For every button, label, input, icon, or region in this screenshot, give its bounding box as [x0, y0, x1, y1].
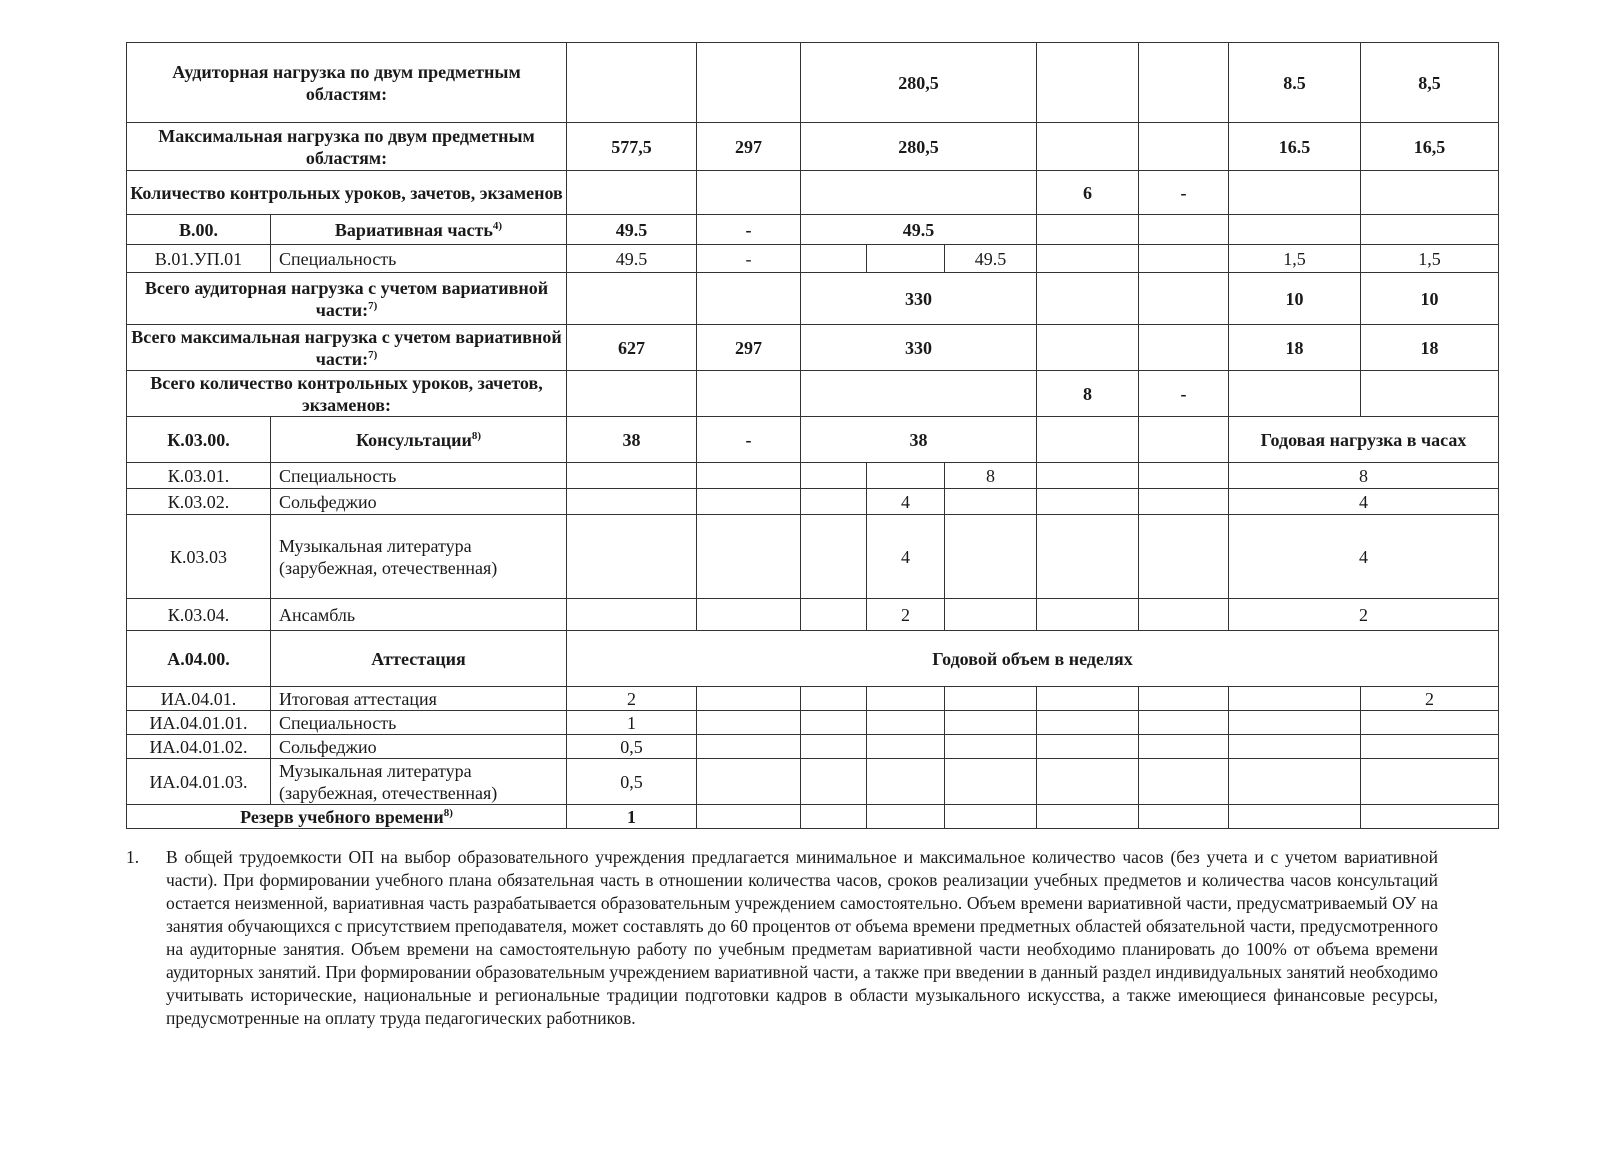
- cell-value: 8: [1229, 463, 1499, 489]
- weeks-header: Годовой объем в неделях: [567, 631, 1499, 687]
- row-label: Консультации$^{8)}$: [271, 417, 567, 463]
- cell-value: -: [697, 245, 801, 273]
- table-row: [127, 325, 1499, 371]
- footnote-number: 1.: [126, 847, 140, 867]
- table-row: [127, 43, 1499, 123]
- cell-value: 10: [1229, 273, 1361, 325]
- footnote-text: В общей трудоемкости ОП на выбор образовательного учреждения предлагается минимальное и максимальное количество часов (без учета и с учетом вариативной части). При формировании учебного плана обязательная часть в отношении количества часов, сроков реализации учебных предметов и количества часов консультаций остается неизменной, вариативная часть разрабатывается образовательным учреждением самостоятельно. Объем времени вариативной части, предусматриваемый ОУ на занятия обучающихся с присутствием преподавателя, может составлять до 60 процентов от объема времени предметных областей обязательной части, предусмотренного на аудиторные занятия. Объем времени на самостоятельную работу по учебным предметам вариативной части необходимо планировать до 100% от объема времени аудиторных занятий. При формировании образовательным учреждением вариативной части, а также при введении в данный раздел индивидуальных занятий необходимо учитывать исторические, национальные и региональные традиции подготовки кадров в области музыкального искусства, а также имеющиеся финансовые ресурсы, предусмотренные на оплату труда педагогических работников.: [166, 847, 1438, 1028]
- cell-value: 38: [567, 417, 697, 463]
- table-row: [127, 687, 1499, 711]
- cell-value: 2: [567, 687, 697, 711]
- row-code: В.01.УП.01: [127, 245, 271, 273]
- row-label: Сольфеджио: [271, 489, 567, 515]
- cell-value: 0,5: [567, 759, 697, 805]
- cell-value: 280,5: [801, 123, 1037, 171]
- cell-value: 1: [567, 805, 697, 829]
- cell-value: 2: [867, 599, 945, 631]
- row-code: К.03.03: [127, 515, 271, 599]
- row-code: В.00.: [127, 215, 271, 245]
- row-label: Специальность: [271, 711, 567, 735]
- table-row: [127, 417, 1499, 463]
- row-label: Всего количество контрольных уроков, зачетов, экзаменов:: [127, 371, 567, 417]
- cell-value: 2: [1229, 599, 1499, 631]
- table-row: [127, 805, 1499, 829]
- cell-value: 16,5: [1361, 123, 1499, 171]
- row-label: Специальность: [271, 463, 567, 489]
- row-label: Максимальная нагрузка по двум предметным областям:: [127, 123, 567, 171]
- cell-value: 49.5: [567, 215, 697, 245]
- row-label: Резерв учебного времени$^{8)}$: [127, 805, 567, 829]
- cell-value: 297: [697, 123, 801, 171]
- row-code: А.04.00.: [127, 631, 271, 687]
- cell-value: 330: [801, 273, 1037, 325]
- cell-value: -: [697, 215, 801, 245]
- row-code: К.03.02.: [127, 489, 271, 515]
- cell-value: -: [1139, 371, 1229, 417]
- row-code: ИА.04.01.01.: [127, 711, 271, 735]
- row-label: Вариативная часть$^{4)}$: [271, 215, 567, 245]
- cell-value: 1,5: [1361, 245, 1499, 273]
- row-label: Специальность: [271, 245, 567, 273]
- table-row: [127, 123, 1499, 171]
- table-row: [127, 245, 1499, 273]
- row-code: К.03.01.: [127, 463, 271, 489]
- table-row: [127, 759, 1499, 805]
- table-row: [127, 515, 1499, 599]
- row-code: ИА.04.01.02.: [127, 735, 271, 759]
- cell-value: 18: [1229, 325, 1361, 371]
- row-label: Всего максимальная нагрузка с учетом вариативной части:$^{7)}$: [127, 325, 567, 371]
- row-code: К.03.04.: [127, 599, 271, 631]
- cell-value: 0,5: [567, 735, 697, 759]
- cell-value: 4: [1229, 515, 1499, 599]
- row-label: Итоговая аттестация: [271, 687, 567, 711]
- footnote: [126, 846, 1438, 1030]
- cell-value: 627: [567, 325, 697, 371]
- cell-value: 16.5: [1229, 123, 1361, 171]
- cell-value: 1: [567, 711, 697, 735]
- row-label: Ансамбль: [271, 599, 567, 631]
- cell-value: 8.5: [1229, 43, 1361, 123]
- table-row: [127, 631, 1499, 687]
- cell-value: 4: [867, 515, 945, 599]
- table-row: [127, 599, 1499, 631]
- row-label: Количество контрольных уроков, зачетов, экзаменов: [127, 171, 567, 215]
- cell-value: 8: [1037, 371, 1139, 417]
- cell-value: 49.5: [567, 245, 697, 273]
- row-label: Музыкальная литература (зарубежная, отечественная): [271, 515, 567, 599]
- cell-value: 330: [801, 325, 1037, 371]
- row-code: ИА.04.01.03.: [127, 759, 271, 805]
- row-label: Аттестация: [271, 631, 567, 687]
- cell-value: 4: [1229, 489, 1499, 515]
- cell-value: -: [1139, 171, 1229, 215]
- table-row: [127, 171, 1499, 215]
- cell-value: 577,5: [567, 123, 697, 171]
- cell-value: 49.5: [945, 245, 1037, 273]
- cell-value: 38: [801, 417, 1037, 463]
- row-label: Всего аудиторная нагрузка с учетом вариативной части:$^{7)}$: [127, 273, 567, 325]
- row-label: Музыкальная литература (зарубежная, отечественная): [271, 759, 567, 805]
- cell-value: 297: [697, 325, 801, 371]
- cell-value: 6: [1037, 171, 1139, 215]
- curriculum-table: [126, 42, 1499, 829]
- row-code: ИА.04.01.: [127, 687, 271, 711]
- cell-value: 1,5: [1229, 245, 1361, 273]
- table-row: [127, 735, 1499, 759]
- cell-value: 280,5: [801, 43, 1037, 123]
- cell-value: 4: [867, 489, 945, 515]
- table-row: [127, 711, 1499, 735]
- table-row: [127, 215, 1499, 245]
- row-label: Сольфеджио: [271, 735, 567, 759]
- cell-value: -: [697, 417, 801, 463]
- row-code: К.03.00.: [127, 417, 271, 463]
- table-row: [127, 371, 1499, 417]
- table-row: [127, 463, 1499, 489]
- cell-value: 10: [1361, 273, 1499, 325]
- cell-value: 49.5: [801, 215, 1037, 245]
- table-row: [127, 273, 1499, 325]
- cell-value: 8,5: [1361, 43, 1499, 123]
- cell-value: 18: [1361, 325, 1499, 371]
- row-label: Аудиторная нагрузка по двум предметным областям:: [127, 43, 567, 123]
- annual-load-header: Годовая нагрузка в часах: [1229, 417, 1499, 463]
- table-row: [127, 489, 1499, 515]
- cell-value: 8: [945, 463, 1037, 489]
- cell-value: 2: [1361, 687, 1499, 711]
